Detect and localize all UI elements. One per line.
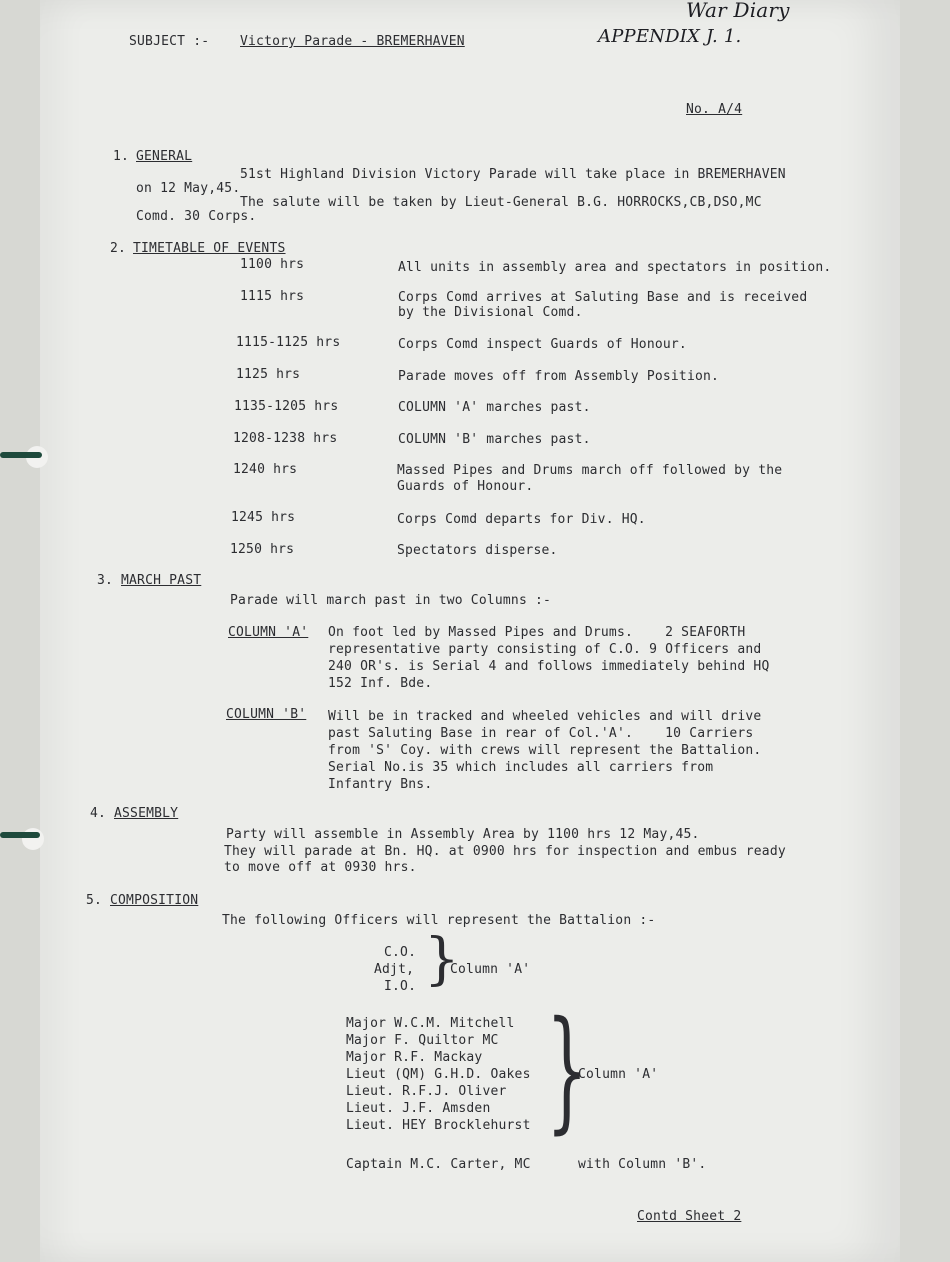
column-a-line: 240 OR's. is Serial 4 and follows immediately behind HQ (328, 659, 770, 674)
section-1-line: on 12 May,45. (136, 181, 241, 196)
officer-name: Major W.C.M. Mitchell (346, 1016, 515, 1031)
officer-name: Major F. Quiltor MC (346, 1033, 499, 1048)
composition-intro: The following Officers will represent the Battalion :- (222, 913, 656, 928)
column-b-line: from 'S' Coy. with crews will represent the Battalion. (328, 743, 762, 758)
column-a-line: On foot led by Massed Pipes and Drums. 2 SEAFORTH (328, 625, 746, 640)
war-diary-annotation: War Diary (686, 0, 790, 22)
officer-role: I.O. (384, 979, 417, 994)
section-5-title: COMPOSITION (110, 893, 199, 908)
timetable-event: Spectators disperse. (397, 543, 558, 558)
officer-name: Major R.F. Mackay (346, 1050, 483, 1065)
officer-name: Lieut (QM) G.H.D. Oakes (346, 1067, 531, 1082)
section-2-number: 2. (110, 241, 127, 256)
column-b-line: Will be in tracked and wheeled vehicles and will drive (328, 709, 762, 724)
column-b-label: COLUMN 'B' (226, 707, 307, 722)
binder-string-top (0, 452, 42, 458)
timetable-event: Guards of Honour. (397, 479, 534, 494)
march-past-intro: Parade will march past in two Columns :- (230, 593, 552, 608)
section-4-title: ASSEMBLY (114, 806, 179, 821)
assembly-line: Party will assemble in Assembly Area by 1100 hrs 12 May,45. (226, 827, 700, 842)
timetable-time: 1100 hrs (240, 257, 305, 272)
section-4-number: 4. (90, 806, 107, 821)
timetable-event: COLUMN 'B' marches past. (398, 432, 591, 447)
timetable-time: 1125 hrs (236, 367, 301, 382)
subject-label: SUBJECT :- (129, 34, 210, 49)
column-a-label: COLUMN 'A' (228, 625, 309, 640)
column-b-line: past Saluting Base in rear of Col.'A'. 10 Carriers (328, 726, 754, 741)
column-a-line: 152 Inf. Bde. (328, 676, 433, 691)
assembly-line: They will parade at Bn. HQ. at 0900 hrs for inspection and embus ready (224, 844, 786, 859)
reference-number: No. A/4 (686, 102, 743, 117)
subject-title: Victory Parade - BREMERHAVEN (240, 34, 465, 49)
group-2-column: Column 'A' (578, 1067, 659, 1082)
column-a-line: representative party consisting of C.O. 9 Officers and (328, 642, 762, 657)
section-1-line: Comd. 30 Corps. (136, 209, 257, 224)
timetable-time: 1250 hrs (230, 542, 295, 557)
continued-sheet: Contd Sheet 2 (637, 1209, 742, 1224)
timetable-time: 1115 hrs (240, 289, 305, 304)
group-1-column: Column 'A' (450, 962, 531, 977)
binder-string-bottom (0, 832, 40, 838)
section-1-number: 1. (113, 149, 130, 164)
timetable-event: Parade moves off from Assembly Position. (398, 369, 720, 384)
timetable-time: 1245 hrs (231, 510, 296, 525)
section-1-line: The salute will be taken by Lieut-General B.G. HORROCKS,CB,DSO,MC (240, 195, 762, 210)
section-3-number: 3. (97, 573, 114, 588)
timetable-event: Corps Comd arrives at Saluting Base and is received (398, 290, 808, 305)
column-b-line: Serial No.is 35 which includes all carriers from (328, 760, 714, 775)
section-1-line: 51st Highland Division Victory Parade will take place in BREMERHAVEN (240, 167, 786, 182)
officer-name: Lieut. J.F. Amsden (346, 1101, 491, 1116)
section-5-number: 5. (86, 893, 103, 908)
timetable-time: 1135-1205 hrs (234, 399, 339, 414)
officer-name: Lieut. R.F.J. Oliver (346, 1084, 507, 1099)
timetable-event: by the Divisional Comd. (398, 305, 583, 320)
officer-name: Lieut. HEY Brocklehurst (346, 1118, 531, 1133)
timetable-event: Massed Pipes and Drums march off followed by the (397, 463, 783, 478)
timetable-event: All units in assembly area and spectators in position. (398, 260, 832, 275)
column-b-line: Infantry Bns. (328, 777, 433, 792)
officer-name: Captain M.C. Carter, MC (346, 1157, 531, 1172)
timetable-event: COLUMN 'A' marches past. (398, 400, 591, 415)
assembly-line: to move off at 0930 hrs. (224, 860, 417, 875)
timetable-time: 1115-1125 hrs (236, 335, 341, 350)
section-3-title: MARCH PAST (121, 573, 202, 588)
appendix-label: APPENDIX J. 1. (598, 26, 742, 47)
timetable-time: 1240 hrs (233, 462, 298, 477)
brace-group-1: } (424, 927, 460, 992)
section-2-title: TIMETABLE OF EVENTS (133, 241, 286, 256)
carter-column: with Column 'B'. (578, 1157, 707, 1172)
officer-role: Adjt, (374, 962, 415, 977)
section-1-title: GENERAL (136, 149, 193, 164)
brace-group-2: } (546, 993, 588, 1147)
officer-role: C.O. (384, 945, 417, 960)
timetable-event: Corps Comd inspect Guards of Honour. (398, 337, 687, 352)
timetable-time: 1208-1238 hrs (233, 431, 338, 446)
timetable-event: Corps Comd departs for Div. HQ. (397, 512, 646, 527)
